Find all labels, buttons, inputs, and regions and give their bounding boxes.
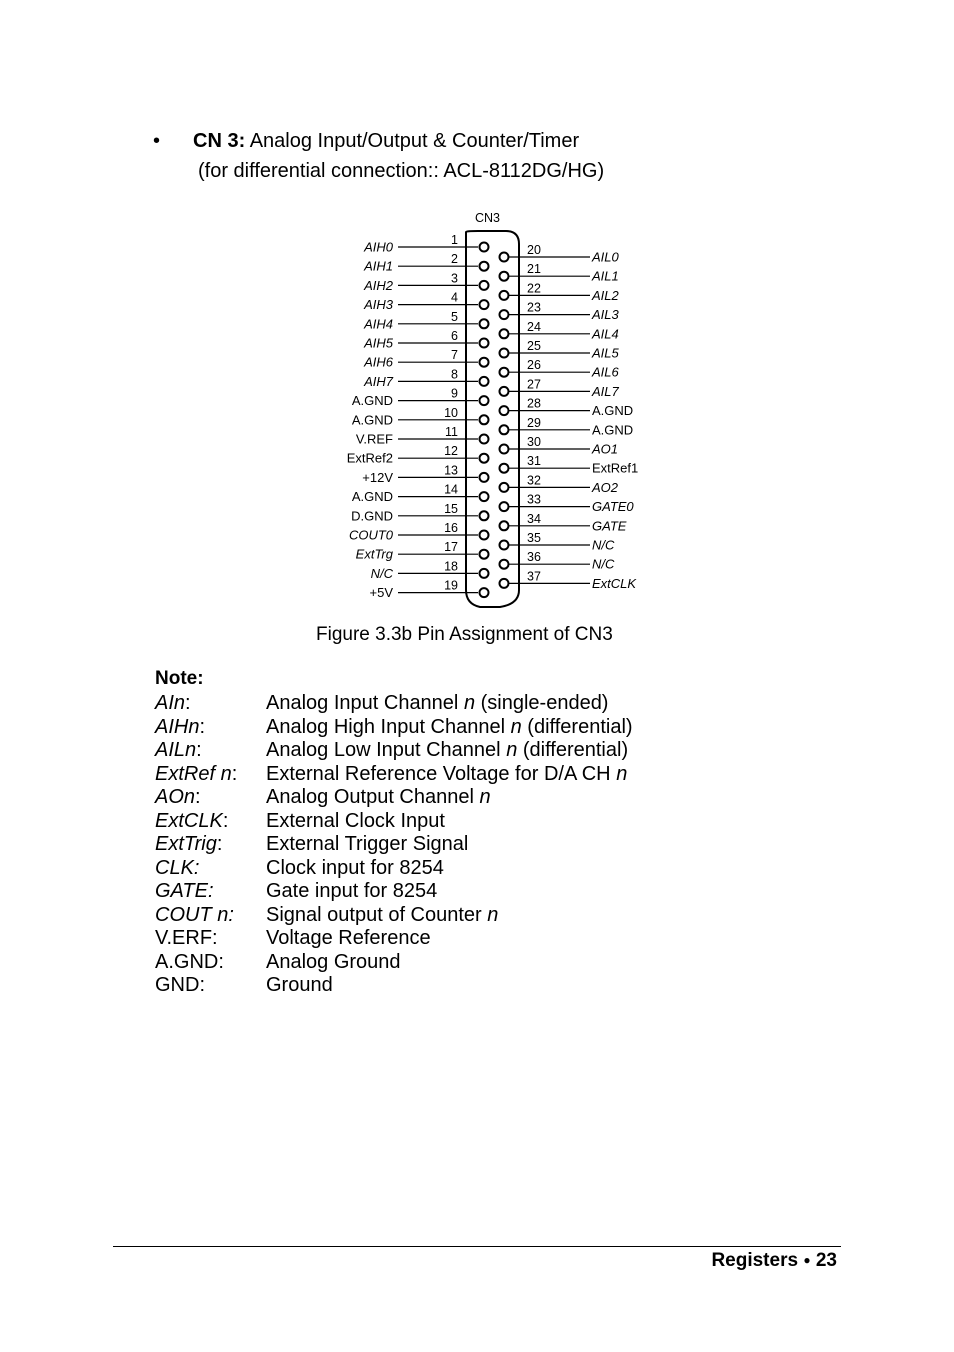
left-pin-label: A.GND <box>351 489 393 505</box>
left-pin-label: AIH7 <box>364 373 393 389</box>
right-pin-label: AO2 <box>592 479 619 495</box>
left-pin-number: 3 <box>451 271 458 286</box>
left-pin-number: 1 <box>451 233 458 247</box>
pin-hole-icon <box>480 243 489 252</box>
right-pin-number: 27 <box>527 377 541 392</box>
note-description: Analog Low Input Channel n (differential) <box>266 739 629 761</box>
pin-hole-icon <box>480 569 489 578</box>
pin-hole-icon <box>480 377 489 386</box>
right-pin-label: AO1 <box>592 441 619 457</box>
right-pin-number: 36 <box>527 550 541 565</box>
note-description: Analog Output Channel n <box>266 786 491 808</box>
left-pin-number: 13 <box>444 463 458 478</box>
left-pin-number: 2 <box>451 252 458 267</box>
right-pin-label: GATE <box>592 518 627 534</box>
right-pin-number: 29 <box>527 415 541 430</box>
right-pin-label: A.GND <box>592 422 634 438</box>
pin-hole-icon <box>500 368 509 377</box>
section-title <box>193 130 579 153</box>
right-pin-label: AIL6 <box>592 364 619 380</box>
left-pin-label: V.REF <box>355 431 393 447</box>
left-pin-number: 14 <box>444 482 458 497</box>
left-pin-label: AIH4 <box>364 316 393 332</box>
right-pin-number: 22 <box>527 281 541 296</box>
pin-hole-icon <box>500 425 509 434</box>
right-pin-label: A.GND <box>592 403 634 419</box>
right-pin-label: AIL7 <box>592 383 619 399</box>
left-pin-label: AIH1 <box>364 258 393 274</box>
left-pin-label: AIH2 <box>364 277 393 293</box>
right-pin-number: 30 <box>527 435 541 449</box>
page-footer <box>711 1250 837 1272</box>
right-pin-number: 34 <box>527 511 541 526</box>
left-pin-number: 7 <box>451 348 458 363</box>
pin-hole-icon <box>480 473 489 482</box>
connector-outline <box>466 231 519 607</box>
pin-hole-icon <box>480 531 489 540</box>
pin-hole-icon <box>500 406 509 415</box>
pin-hole-icon <box>480 588 489 597</box>
right-pin-number: 21 <box>527 262 541 277</box>
note-description: Analog High Input Channel n (differential) <box>266 715 633 738</box>
left-pin-group <box>347 233 489 600</box>
pin-hole-icon <box>500 387 509 396</box>
pin-hole-icon <box>500 445 509 454</box>
right-pin-number: 28 <box>527 396 541 411</box>
pin-hole-icon <box>480 358 489 367</box>
note-term: AIn: <box>155 692 191 714</box>
left-pin-number: 5 <box>451 309 458 324</box>
pin-hole-icon <box>500 464 509 473</box>
note-description: External Clock Input <box>266 809 445 832</box>
right-pin-number: 35 <box>527 531 541 545</box>
pin-hole-icon <box>500 483 509 492</box>
left-pin-number: 11 <box>445 425 458 439</box>
note-term: V.ERF: <box>155 927 218 949</box>
section-subtitle: (for differential connection:: ACL-8112DG/HG) <box>198 160 605 182</box>
left-pin-number: 18 <box>444 559 458 574</box>
pin-hole-icon <box>480 415 489 424</box>
pin-assignment-diagram <box>0 200 954 620</box>
right-pin-label: AIL2 <box>592 287 619 303</box>
left-pin-label: ExtRef2 <box>346 450 393 466</box>
right-pin-group <box>500 243 639 591</box>
note-description: Signal output of Counter n <box>266 903 499 926</box>
connector-label: CN3 <box>475 211 501 225</box>
right-pin-number: 23 <box>527 300 541 315</box>
note-description: Analog Ground <box>266 950 401 973</box>
pin-hole-icon <box>500 329 509 338</box>
note-description: Analog Input Channel n (single-ended) <box>266 692 609 714</box>
left-pin-number: 6 <box>451 329 458 343</box>
footer-separator-icon: ● <box>803 1253 811 1267</box>
left-pin-label: AIH6 <box>364 354 393 370</box>
right-pin-number: 31 <box>527 454 541 469</box>
left-pin-number: 16 <box>444 521 458 535</box>
note-title: Note: <box>155 668 204 689</box>
pin-hole-icon <box>500 502 509 511</box>
right-pin-label: AIL3 <box>592 307 619 323</box>
pin-hole-icon <box>500 579 509 588</box>
left-pin-label: AIH5 <box>364 335 393 351</box>
pin-hole-icon <box>500 521 509 530</box>
right-pin-number: 37 <box>527 569 541 584</box>
pin-hole-icon <box>500 310 509 319</box>
note-term: AILn: <box>155 739 202 761</box>
left-pin-number: 8 <box>451 367 458 382</box>
pin-hole-icon <box>480 511 489 520</box>
pin-hole-icon <box>480 550 489 559</box>
left-pin-label: AIH0 <box>364 239 393 255</box>
left-pin-number: 19 <box>444 578 458 593</box>
right-pin-label: AIL0 <box>592 249 619 265</box>
note-description: Gate input for 8254 <box>266 880 438 902</box>
pin-hole-icon <box>480 454 489 463</box>
note-description: Clock input for 8254 <box>266 856 444 879</box>
section-bullet: • <box>153 130 161 152</box>
note-term: AIHn: <box>155 715 206 738</box>
pin-hole-icon <box>480 300 489 309</box>
left-pin-label: AIH3 <box>364 297 393 313</box>
pin-hole-icon <box>480 281 489 290</box>
pin-hole-icon <box>480 396 489 405</box>
pin-hole-icon <box>480 435 489 444</box>
left-pin-number: 17 <box>444 540 458 555</box>
pin-hole-icon <box>500 560 509 569</box>
right-pin-number: 25 <box>527 339 541 353</box>
note-term: CLK: <box>155 856 200 879</box>
left-pin-label: COUT0 <box>348 527 393 543</box>
right-pin-label: N/C <box>592 556 615 572</box>
note-term: ExtTrig: <box>155 833 223 855</box>
left-pin-label: +5V <box>369 585 393 601</box>
footer-page-number: 23 <box>815 1250 837 1271</box>
left-pin-label: N/C <box>370 565 393 581</box>
pin-hole-icon <box>480 339 489 348</box>
pin-hole-icon <box>500 291 509 300</box>
left-pin-label: ExtTrg <box>355 546 393 562</box>
right-pin-number: 26 <box>527 358 541 373</box>
pin-hole-icon <box>500 541 509 550</box>
footer-section: Registers <box>711 1250 799 1271</box>
note-description: External Reference Voltage for D/A CH n <box>266 762 628 785</box>
right-pin-number: 24 <box>527 319 541 334</box>
pin-hole-icon <box>500 272 509 281</box>
left-pin-number: 10 <box>444 405 458 420</box>
left-pin-number: 9 <box>451 386 458 401</box>
section-title-bold: CN 3: <box>193 130 246 152</box>
pin-hole-icon <box>500 253 509 262</box>
note-term: AOn: <box>155 786 201 808</box>
right-pin-number: 32 <box>527 473 541 488</box>
right-pin-label: AIL4 <box>592 326 619 342</box>
right-pin-label: N/C <box>592 537 615 553</box>
right-pin-label: GATE0 <box>592 499 634 515</box>
note-term: ExtRef n: <box>155 762 238 785</box>
note-term: GATE: <box>155 880 214 902</box>
right-pin-label: ExtRef1 <box>592 460 639 476</box>
pin-hole-icon <box>480 492 489 501</box>
right-pin-number: 20 <box>527 243 541 257</box>
left-pin-number: 15 <box>444 501 458 516</box>
right-pin-label: AIL5 <box>592 345 619 361</box>
note-term: COUT n: <box>155 903 234 926</box>
right-pin-label: AIL1 <box>592 268 619 284</box>
left-pin-label: A.GND <box>351 412 393 428</box>
note-term: ExtCLK: <box>155 809 229 832</box>
figure-caption: Figure 3.3b Pin Assignment of CN3 <box>316 624 613 645</box>
pin-hole-icon <box>480 262 489 271</box>
pin-hole-icon <box>480 319 489 328</box>
note-description: Ground <box>266 974 333 996</box>
note-term: A.GND: <box>155 950 224 973</box>
section-title-rest: Analog Input/Output & Counter/Timer <box>245 130 580 152</box>
left-pin-number: 12 <box>444 444 458 459</box>
left-pin-label: D.GND <box>351 508 393 524</box>
left-pin-label: A.GND <box>351 393 393 409</box>
left-pin-label: +12V <box>362 469 393 485</box>
pin-hole-icon <box>500 349 509 358</box>
left-pin-number: 4 <box>451 290 458 305</box>
note-term: GND: <box>155 974 205 996</box>
right-pin-label: ExtCLK <box>592 575 637 591</box>
note-description: Voltage Reference <box>266 927 431 949</box>
footer-divider <box>113 1246 841 1247</box>
note-description: External Trigger Signal <box>266 833 469 855</box>
right-pin-number: 33 <box>527 492 541 507</box>
